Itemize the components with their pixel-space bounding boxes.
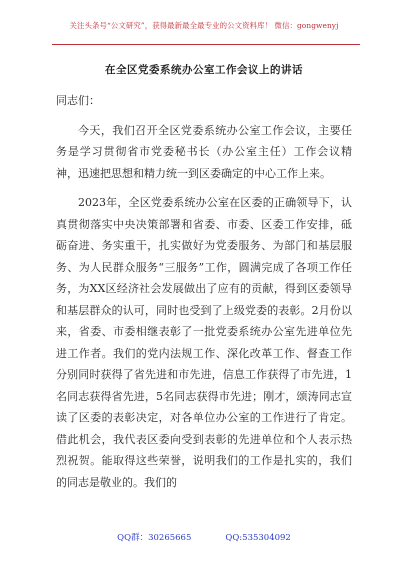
header-divider — [52, 44, 360, 45]
paragraph: 2023年，全区党委系统办公室在区委的正确领导下，认真贯彻落实中央决策部署和省委、市委、区委工作安排，砥砺奋进、务实重干，扎实做好为党委服务、为部门和基层服务、为人民群众服务“三服务”工作，圆满完成了各项工作任务，为XX区经济社会发展做出了应有的贡献，得到区委领导和基层群众的认可，同时也受到了上级党委的表彰。2月份以来，省委、市委相继表彰了一批党委系统办公室先进单位先进工作者。我们的党内法规工作、深化改革工作、督查工作分别同时获得了省先进和市先进，信息工作获得了市先进，1名同志获得省先进，5名同志获得市先进；刚才，颂涛同志宣读了区委的表彰决定，对各单位办公室的工作进行了肯定。借此机会，我代表区委向受到表彰的先进单位和个人表示热烈祝贺。能取得这些荣誉，说明我们的工作是扎实的，我们的同志是敬业的。我们的 — [56, 196, 352, 489]
document-title: 在全区党委系统办公室工作会议上的讲话 — [105, 64, 303, 76]
paragraph: 今天，我们召开全区党委系统办公室工作会议，主要任务是学习贯彻省市党委秘书长（办公室主任）工作会议精神，迅速把思想和精力统一到区委确定的中心工作上来。 — [56, 123, 352, 180]
footer-contact — [0, 531, 408, 543]
header-banner: 关注头条号“公文研究”，获得最新最全最专业的公文资料库！ 微信：gongwenyj — [69, 21, 339, 30]
document-body — [56, 90, 352, 501]
qq-number-text: QQ:535304092 — [225, 533, 291, 543]
salutation: 同志们： — [56, 94, 100, 107]
qq-group-text: QQ群：30265665 — [117, 533, 192, 543]
